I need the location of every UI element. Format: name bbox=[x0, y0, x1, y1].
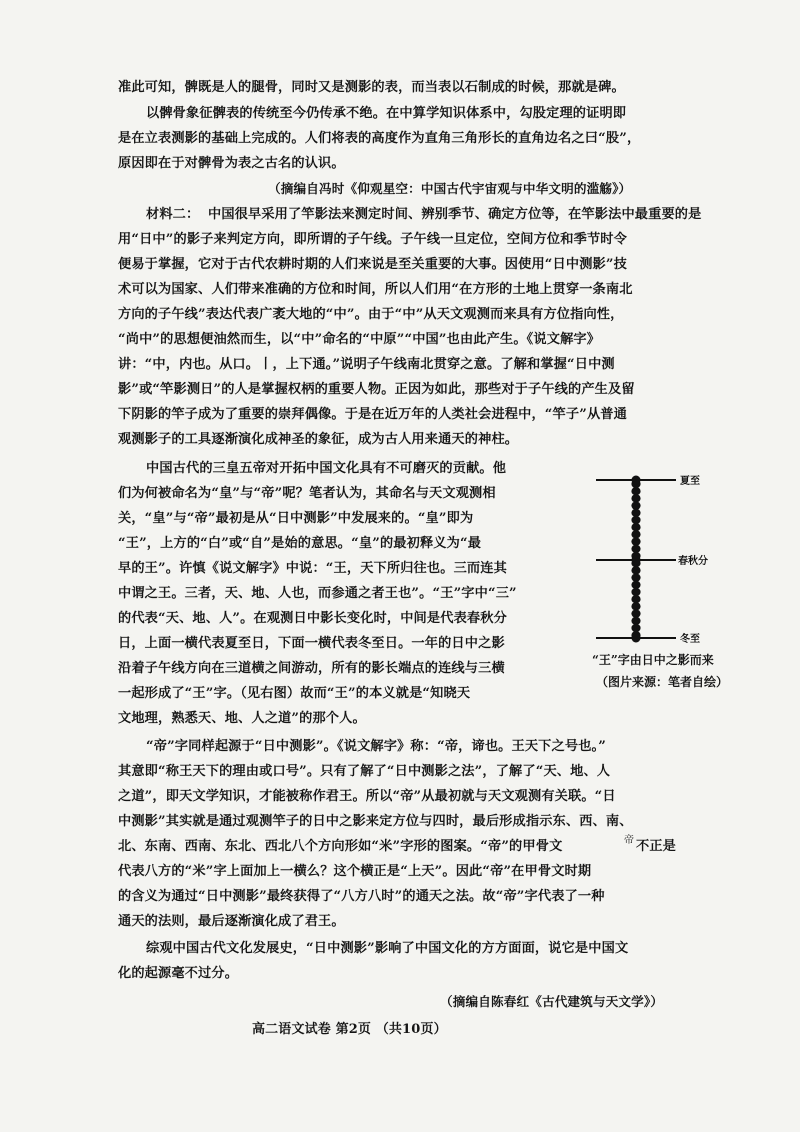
text-line: 中测影”其实就是通过观测竿子的日中之影来定方位与四时，最后形成指示东、西、南、 bbox=[118, 814, 633, 829]
text-line: “帝”字同样起源于“日中测影”。《说文解字》称：“帝，谛也。王天下之号也。” bbox=[146, 739, 607, 754]
text-line: 们为何被命名为“皇”与“帝”呢？笔者认为，其命名与天文观测相 bbox=[118, 486, 496, 501]
text-line: 的代表“天、地、人”。在观测日中影长变化时，中间是代表春秋分 bbox=[118, 611, 507, 626]
shadow-link bbox=[631, 523, 640, 531]
section-label: 材料二： bbox=[146, 207, 200, 222]
text-line: 中国古代的三皇五帝对开拓中国文化具有不可磨灭的贡献。他 bbox=[146, 461, 507, 476]
text-line: 讲：“中，内也。从口。丨，上下通。”说明子午线南北贯穿之意。了解和掌握“日中测 bbox=[118, 357, 615, 372]
page-footer: 高二语文试卷 第2页 （共10页） bbox=[252, 1022, 447, 1037]
text-line: 沿着子午线方向在三道横之间游动，所有的影长端点的连线与三横 bbox=[118, 661, 505, 676]
text-line: 便易于掌握，它对于古代农耕时期的人们来说是至关重要的大事。因使用“日中测影”技 bbox=[118, 257, 627, 272]
oracle-bone-glyph: 帝 bbox=[624, 835, 635, 846]
label-summer-solstice: 夏至 bbox=[680, 476, 700, 487]
shadow-link bbox=[631, 537, 640, 545]
label-winter-solstice: 冬至 bbox=[680, 634, 700, 645]
shadow-node bbox=[632, 634, 641, 643]
label-equinox: 春秋分 bbox=[678, 556, 708, 567]
text-line: 北、东南、西南、东北、西北八个方向形如“米”字形的图案。“帝”的甲骨文 bbox=[118, 839, 563, 854]
text-line: 之道”，即天文学知识，才能被称作君王。所以“帝”从最初就与天文观测有关联。“日 bbox=[118, 789, 616, 804]
text-line: 原因即在于对髀骨为表之古名的认识。 bbox=[118, 156, 345, 171]
shadow-link bbox=[631, 617, 640, 625]
shadow-link bbox=[631, 501, 640, 509]
source-citation: （摘编自冯时《仰观星空：中国古代宇宙观与中华文明的滥觞》） bbox=[268, 181, 632, 196]
text-line: 下阴影的竿子成为了重要的崇拜偶像。于是在近万年的人类社会进程中，“竿子”从普通 bbox=[118, 407, 627, 422]
shadow-link bbox=[631, 494, 640, 502]
text-line: “尚中”的思想便油然而生，以“中”命名的“中原”“中国”也由此产生。《说文解字》 bbox=[118, 332, 601, 347]
text-line: 文地理，熟悉天、地、人之道”的那个人。 bbox=[118, 711, 366, 726]
text-line: 综观中国古代文化发展史，“日中测影”影响了中国文化的方方面面，说它是中国文 bbox=[146, 941, 629, 956]
text-line: 影”或“竿影测日”的人是掌握权柄的重要人物。正因为如此，那些对于子午线的产生及留 bbox=[118, 382, 635, 397]
shadow-node bbox=[632, 476, 641, 485]
shadow-link bbox=[631, 588, 640, 596]
text-line: 关，“皇”与“帝”最初是从“日中测影”中发展来的。“皇”即为 bbox=[118, 511, 474, 526]
text-line: 以髀骨象征髀表的传统至今仍传承不绝。在中算学知识体系中，勾股定理的证明即 bbox=[146, 106, 627, 121]
shadow-link bbox=[631, 516, 640, 524]
text-line: 方向的子午线”表达代表广袤大地的“中”。由于“中”从天文观测而来具有方位指向性， bbox=[118, 307, 624, 322]
shadow-link bbox=[631, 573, 640, 581]
text-line: 准此可知，髀既是人的腿骨，同时又是测影的表，而当表以石制成的时候，那就是碑。 bbox=[118, 80, 625, 95]
shadow-link bbox=[631, 595, 640, 603]
figure-credit: （图片来源：笔者自绘） bbox=[596, 675, 729, 689]
text-line: 一起形成了“王”字。（见右图）故而“王”的本义就是“知晓天 bbox=[118, 686, 471, 701]
shadow-link bbox=[631, 545, 640, 553]
text-line: 的含义为通过“日中测影”最终获得了“八方八时”的通天之法。故“帝”字代表了一种 bbox=[118, 889, 605, 904]
shadow-link bbox=[631, 609, 640, 617]
shadow-link bbox=[631, 624, 640, 632]
shadow-link bbox=[631, 509, 640, 517]
text-line: 代表八方的“米”字上面加上一横么？这个横正是“上天”。因此“帝”在甲骨文时期 bbox=[118, 864, 592, 879]
text-line: 早的王”。许慎《说文解字》中说：“王，天下所归往也。三而连其 bbox=[118, 561, 507, 576]
text-line: 不正是 bbox=[636, 839, 677, 854]
shadow-link bbox=[631, 581, 640, 589]
wang-character-figure bbox=[592, 472, 718, 668]
shadow-link bbox=[631, 566, 640, 574]
text-line: 通天的法则，最后逐渐演化成了君王。 bbox=[118, 914, 345, 929]
figure-caption: “王”字由日中之影而来 bbox=[592, 653, 714, 667]
text-line: 是在立表测影的基础上完成的。人们将表的高度作为直角三角形长的直角边名之曰“股”， bbox=[118, 131, 641, 146]
shadow-link bbox=[631, 602, 640, 610]
text-line: 中谓之王。三者，天、地、人也，而参通之者王也”。“王”字中“三” bbox=[118, 586, 517, 601]
shadow-link bbox=[631, 487, 640, 495]
text-line: 日，上面一横代表夏至日，下面一横代表冬至日。一年的日中之影 bbox=[118, 636, 505, 651]
text-line: 化的起源毫不过分。 bbox=[118, 966, 239, 981]
text-line: 中国很早采用了竿影法来测定时间、辨别季节、确定方位等，在竿影法中最重要的是 bbox=[208, 207, 702, 222]
shadow-link bbox=[631, 530, 640, 538]
text-line: 术可以为国家、人们带来准确的方位和时间，所以人们用“在方形的土地上贯穿一条南北 bbox=[118, 282, 633, 297]
shadow-chain bbox=[631, 476, 640, 643]
text-line: 观测影子的工具逐渐演化成神圣的象征，成为古人用来通天的神柱。 bbox=[118, 432, 519, 447]
text-line: 其意即“称王天下的理由或口号”。只有了解了“日中测影之法”，了解了“天、地、人 bbox=[118, 764, 611, 779]
shadow-node bbox=[632, 556, 641, 565]
source-citation: （摘编自陈春红《古代建筑与天文学》） bbox=[440, 994, 664, 1009]
text-line: 用“日中”的影子来判定方向，即所谓的子午线。子午线一旦定位，空间方位和季节时令 bbox=[118, 232, 627, 247]
text-line: “王”，上方的“白”或“自”是始的意思。“皇”的最初释义为“最 bbox=[118, 536, 482, 551]
